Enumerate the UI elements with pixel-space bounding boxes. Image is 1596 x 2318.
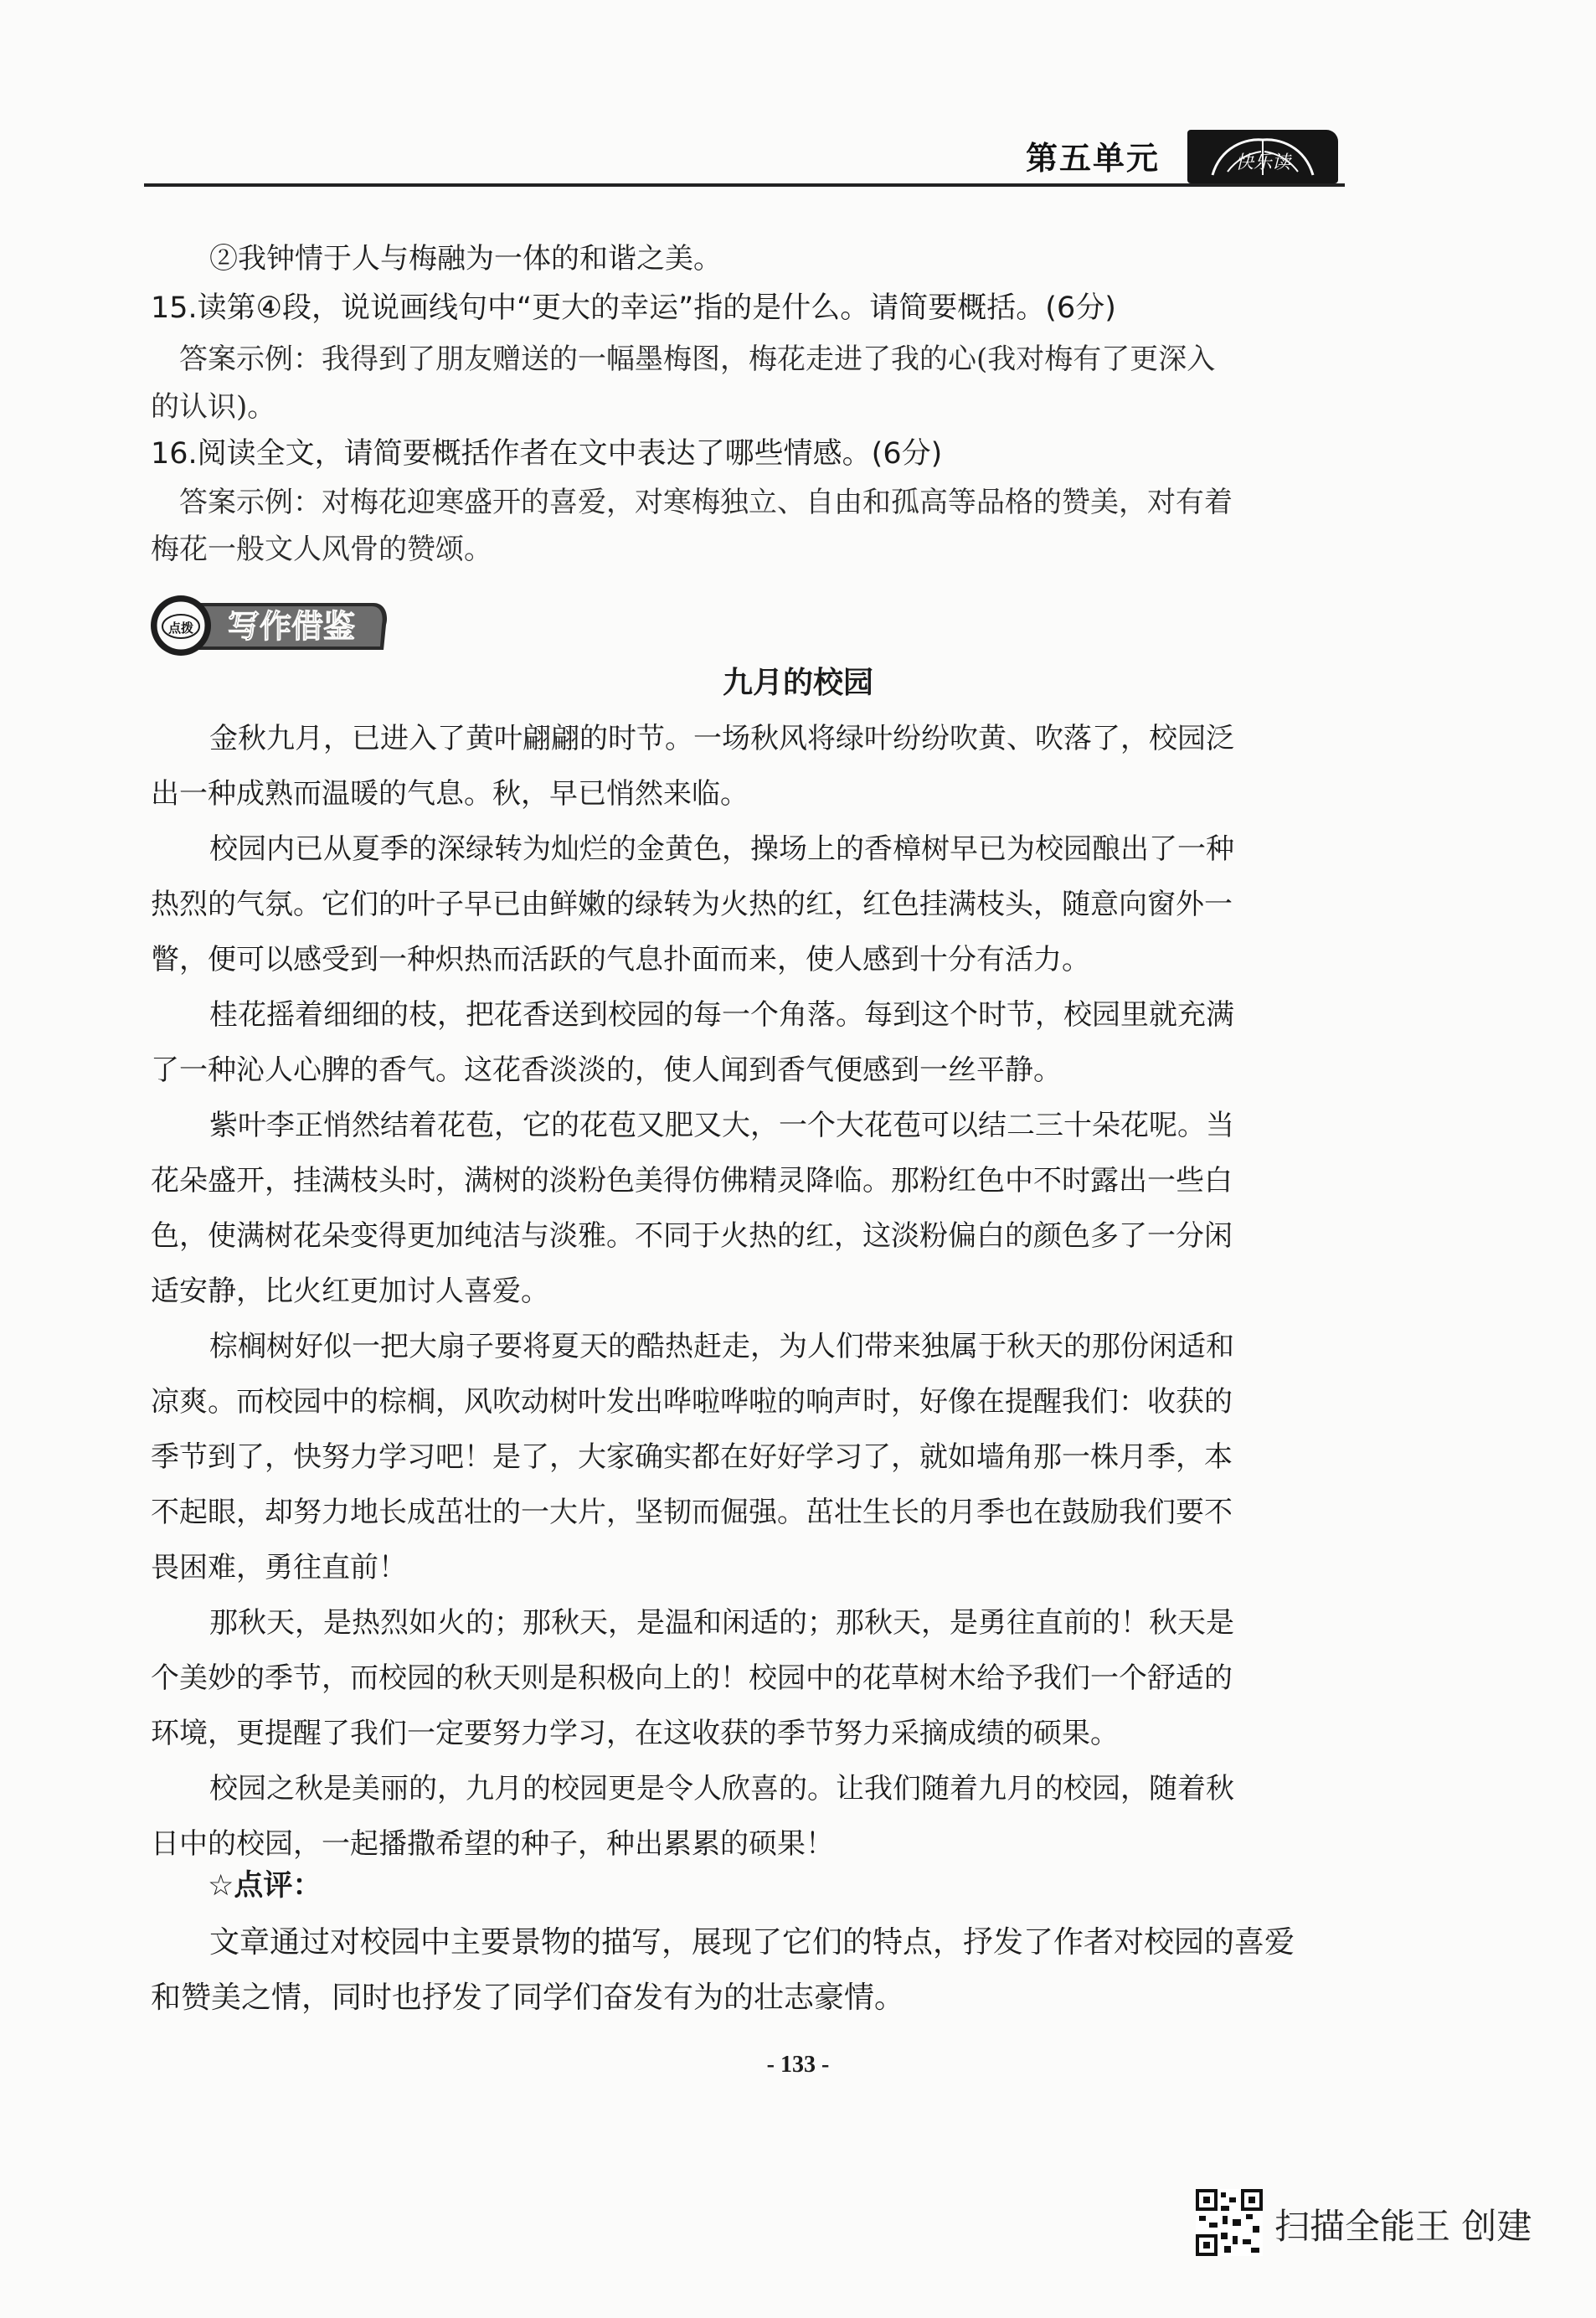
essay-line: 紫叶李正悄然结着花苞，它的花苞又肥又大，一个大花苞可以结二三十朵花呢。当	[209, 1109, 1234, 1142]
scanner-watermark: 扫描全能王 创建	[1274, 2206, 1532, 2247]
answer-16-line: 梅花一般文人风骨的赞颂。	[151, 533, 492, 566]
brand-logo-icon	[1187, 130, 1338, 183]
answer-15-line: 答案示例：我得到了朋友赠送的一幅墨梅图，梅花走进了我的心(我对梅有了更深入	[179, 343, 1216, 376]
section-badge-writing	[147, 591, 390, 660]
comment-label: ☆点评：	[208, 1869, 322, 1903]
essay-line: 个美妙的季节，而校园的秋天则是积极向上的！校园中的花草树木给予我们一个舒适的	[151, 1661, 1233, 1695]
page-number: - 133 -	[766, 2052, 830, 2078]
section-badge-icon-text: 点拨	[167, 621, 194, 636]
essay-line: 季节到了，快努力学习吧！是了，大家确实都在好好学习了，就如墙角那一株月季，本	[151, 1440, 1233, 1474]
qr-code-icon	[1196, 2189, 1263, 2256]
question-16: 16.阅读全文，请简要概括作者在文中表达了哪些情感。(6分)	[151, 437, 943, 471]
essay-line: 金秋九月，已进入了黄叶翩翩的时节。一场秋风将绿叶纷纷吹黄、吹落了，校园泛	[209, 722, 1234, 755]
essay-title: 九月的校园	[722, 666, 873, 700]
essay-line: 适安静，比火红更加讨人喜爱。	[151, 1275, 549, 1308]
unit-title: 第五单元	[1026, 140, 1161, 177]
essay-line: 了一种沁人心脾的香气。这花香淡淡的，使人闻到香气便感到一丝平静。	[151, 1053, 1062, 1087]
essay-line: 色，使满树花朵变得更加纯洁与淡雅。不同于火热的红，这淡粉偏白的颜色多了一分闲	[151, 1219, 1233, 1253]
comment-line: 和赞美之情，同时也抒发了同学们奋发有为的壮志豪情。	[151, 1981, 905, 2015]
essay-line: 校园之秋是美丽的，九月的校园更是令人欣喜的。让我们随着九月的校园，随着秋	[209, 1772, 1234, 1805]
brand-badge-text: 快乐读	[1234, 152, 1291, 173]
essay-line: 花朵盛开，挂满枝头时，满树的淡粉色美得仿佛精灵降临。那粉红色中不时露出一些白	[151, 1164, 1233, 1198]
essay-line: 畏困难，勇往直前！	[151, 1551, 407, 1584]
comment-line: 文章通过对校园中主要景物的描写，展现了它们的特点，抒发了作者对校园的喜爱	[209, 1925, 1295, 1960]
essay-line: 桂花摇着细细的枝，把花香送到校园的每一个角落。每到这个时节，校园里就充满	[209, 998, 1234, 1032]
essay-line: 环境，更提醒了我们一定要努力学习，在这收获的季节努力采摘成绩的硕果。	[151, 1717, 1119, 1750]
essay-line: 凉爽。而校园中的棕榈，风吹动树叶发出哗啦哗啦的响声时，好像在提醒我们：收获的	[151, 1385, 1233, 1419]
essay-line: 棕榈树好似一把大扇子要将夏天的酷热赶走，为人们带来独属于秋天的那份闲适和	[209, 1330, 1234, 1363]
essay-line: 出一种成熟而温暖的气息。秋，早已悄然来临。	[151, 777, 749, 811]
essay-line: 热烈的气氛。它们的叶子早已由鲜嫩的绿转为火热的红，红色挂满枝头，随意向窗外一	[151, 888, 1233, 921]
essay-line: 不起眼，却努力地长成茁壮的一大片，坚韧而倔强。茁壮生长的月季也在鼓励我们要不	[151, 1496, 1233, 1529]
section-title: 写作借鉴	[227, 608, 356, 645]
answer-16-line: 答案示例：对梅花迎寒盛开的喜爱，对寒梅独立、自由和孤高等品格的赞美，对有着	[179, 486, 1233, 519]
essay-line: 校园内已从夏季的深绿转为灿烂的金黄色，操场上的香樟树早已为校园酿出了一种	[209, 832, 1234, 866]
essay-line: 那秋天，是热烈如火的；那秋天，是温和闲适的；那秋天，是勇往直前的！秋天是	[209, 1606, 1234, 1640]
question-15: 15.读第④段，说说画线句中“更大的幸运”指的是什么。请简要概括。(6分)	[151, 291, 1116, 325]
brand-badge	[1187, 130, 1338, 183]
item-2-text: ②我钟情于人与梅融为一体的和谐之美。	[209, 242, 722, 276]
essay-line: 瞥，便可以感受到一种炽热而活跃的气息扑面而来，使人感到十分有活力。	[151, 943, 1090, 976]
answer-15-line: 的认识)。	[151, 390, 276, 424]
essay-line: 日中的校园，一起播撒希望的种子，种出累累的硕果！	[151, 1827, 834, 1861]
header-rule	[144, 183, 1345, 187]
